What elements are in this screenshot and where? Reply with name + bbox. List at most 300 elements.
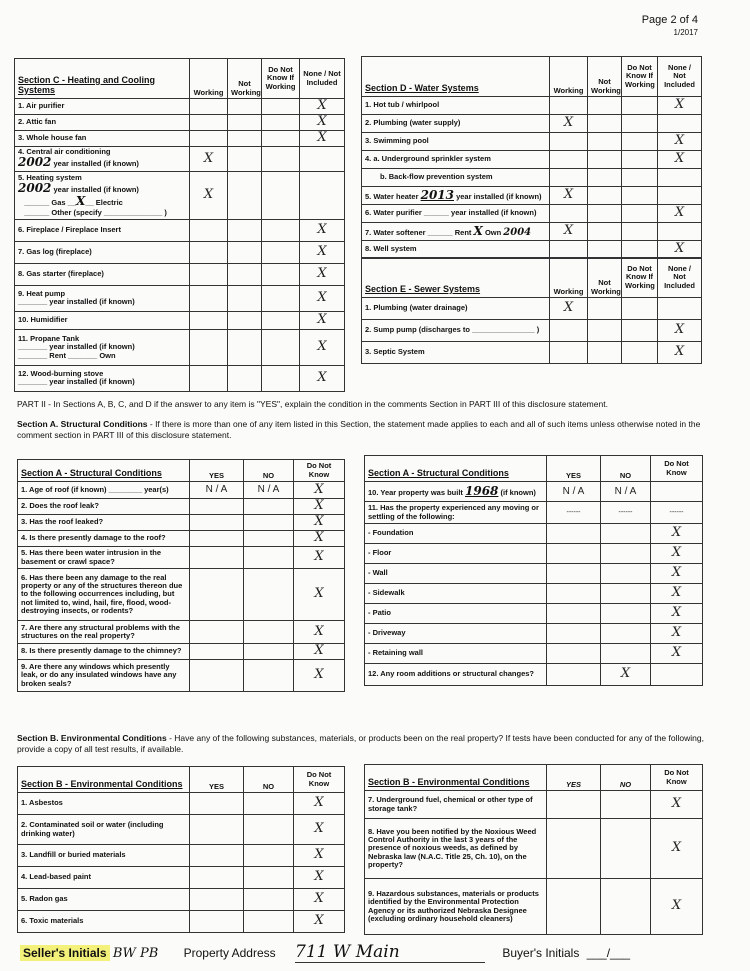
- mark-cell[interactable]: [262, 263, 300, 285]
- mark-cell[interactable]: [244, 889, 294, 911]
- mark-cell[interactable]: [601, 524, 651, 544]
- mark-cell[interactable]: [651, 482, 703, 502]
- table-row: [15, 365, 345, 391]
- mark-cell[interactable]: [622, 133, 658, 151]
- row-label: 10. Humidifier: [15, 311, 190, 329]
- col-do-not-know: Do Not Know If Working: [622, 57, 658, 97]
- mark-cell[interactable]: [190, 867, 244, 889]
- table-row: [15, 329, 345, 365]
- mark-cell[interactable]: X: [190, 147, 228, 172]
- mark-cell[interactable]: X: [300, 115, 345, 131]
- section-b-intro-text: - Have any of the following substances, materials, or products been on the real property? If tests have been conducted for any of the following, provide a copy of all test results, if available.: [17, 733, 704, 755]
- mark-cell[interactable]: [547, 584, 601, 604]
- col-yes: YES: [190, 460, 244, 482]
- mark-cell[interactable]: X: [658, 133, 702, 151]
- mark-cell[interactable]: X: [651, 604, 703, 624]
- table-row: [15, 263, 345, 285]
- mark-cell[interactable]: [262, 329, 300, 365]
- mark-cell[interactable]: [588, 298, 622, 320]
- mark-cell[interactable]: [190, 329, 228, 365]
- mark-cell[interactable]: [190, 499, 244, 515]
- mark-cell[interactable]: [244, 569, 294, 621]
- mark-cell[interactable]: [244, 531, 294, 547]
- mark-cell[interactable]: [190, 547, 244, 569]
- mark-cell[interactable]: N / A: [244, 482, 294, 499]
- mark-cell[interactable]: [601, 791, 651, 819]
- col-do-not-know: Do Not Know: [651, 765, 703, 791]
- buyers-initials-label: Buyer's Initials: [502, 946, 580, 960]
- table-row: [15, 219, 345, 241]
- form-revision: 1/2017: [673, 28, 698, 37]
- row-label: 6. Toxic materials: [18, 911, 190, 933]
- mark-cell[interactable]: X: [294, 911, 345, 933]
- mark-cell[interactable]: [622, 115, 658, 133]
- mark-cell[interactable]: [244, 815, 294, 845]
- mark-cell[interactable]: [588, 223, 622, 241]
- mark-cell[interactable]: X: [294, 867, 345, 889]
- mark-cell[interactable]: [588, 241, 622, 259]
- mark-cell[interactable]: [262, 115, 300, 131]
- mark-cell[interactable]: [190, 621, 244, 644]
- table-row: [18, 531, 345, 547]
- mark-cell[interactable]: X: [651, 584, 703, 604]
- mark-cell[interactable]: [658, 115, 702, 133]
- mark-cell[interactable]: [190, 889, 244, 911]
- mark-cell[interactable]: [622, 151, 658, 169]
- mark-cell[interactable]: [588, 97, 622, 115]
- mark-cell[interactable]: X: [294, 482, 345, 499]
- mark-cell[interactable]: X: [658, 342, 702, 364]
- page-header: [642, 14, 698, 37]
- mark-cell[interactable]: [547, 544, 601, 564]
- mark-cell[interactable]: X: [300, 99, 345, 115]
- part-2-instructions: PART II - In Sections A, B, C, and D if the answer to any item is "YES", explain the condition in the comments Section in PART III of this disclosure statement.: [17, 399, 608, 409]
- row-label: 12. Wood-burning stove _______ year installed (if known): [15, 365, 190, 391]
- col-do-not-know: Do Not Know If Working: [622, 258, 658, 298]
- row-label: - Driveway: [365, 624, 547, 644]
- mark-cell[interactable]: [588, 133, 622, 151]
- mark-cell[interactable]: [228, 365, 262, 391]
- mark-cell[interactable]: X: [658, 205, 702, 223]
- col-no: NO: [244, 767, 294, 793]
- table-row: [18, 660, 345, 692]
- mark-cell[interactable]: [190, 263, 228, 285]
- mark-cell[interactable]: [622, 97, 658, 115]
- mark-cell[interactable]: [262, 219, 300, 241]
- mark-cell[interactable]: [190, 815, 244, 845]
- row-label: 6. Fireplace / Fireplace Insert: [15, 219, 190, 241]
- row-label: 9. Hazardous substances, materials or products identified by the Environmental Protection Agency or its authorized Nebraska Designee (excluding ordinary household cleaners): [365, 879, 547, 935]
- mark-cell[interactable]: X: [294, 845, 345, 867]
- table-row: [365, 584, 703, 604]
- mark-cell[interactable]: [262, 311, 300, 329]
- mark-cell[interactable]: [244, 911, 294, 933]
- mark-cell[interactable]: [547, 644, 601, 664]
- mark-cell[interactable]: [547, 791, 601, 819]
- row-label: 5. Water heater 2013 year installed (if known): [362, 187, 550, 205]
- section-d-title: Section D - Water Systems: [362, 57, 550, 97]
- mark-cell[interactable]: ------: [601, 502, 651, 524]
- mark-cell[interactable]: X: [651, 879, 703, 935]
- col-do-not-know: Do Not Know: [294, 460, 345, 482]
- table-row: [18, 845, 345, 867]
- row-label: - Sidewalk: [365, 584, 547, 604]
- mark-cell[interactable]: [622, 298, 658, 320]
- table-row: [15, 241, 345, 263]
- mark-cell[interactable]: [588, 187, 622, 205]
- mark-cell[interactable]: [550, 169, 588, 187]
- mark-cell[interactable]: X: [294, 569, 345, 621]
- mark-cell[interactable]: X: [294, 793, 345, 815]
- row-label: 4. Central air conditioning 2002 year installed (if known): [15, 147, 190, 172]
- mark-cell[interactable]: [190, 515, 244, 531]
- mark-cell[interactable]: X: [550, 298, 588, 320]
- mark-cell[interactable]: [550, 151, 588, 169]
- mark-cell[interactable]: [300, 147, 345, 172]
- section-b-intro-title: Section B. Environmental Conditions: [17, 733, 167, 743]
- mark-cell[interactable]: X: [300, 329, 345, 365]
- mark-cell[interactable]: [228, 241, 262, 263]
- mark-cell[interactable]: [244, 660, 294, 692]
- mark-cell[interactable]: X: [190, 171, 228, 219]
- mark-cell[interactable]: [601, 564, 651, 584]
- row-label: 2. Sump pump (discharges to _______________ ): [362, 320, 550, 342]
- table-row: [18, 644, 345, 660]
- mark-cell[interactable]: [190, 365, 228, 391]
- mark-cell[interactable]: X: [294, 815, 345, 845]
- mark-cell[interactable]: [588, 342, 622, 364]
- row-label: 8. Well system: [362, 241, 550, 259]
- sellers-initials-label: Seller's Initials: [20, 945, 110, 961]
- mark-cell[interactable]: X: [651, 544, 703, 564]
- mark-cell[interactable]: [190, 241, 228, 263]
- mark-cell[interactable]: X: [651, 564, 703, 584]
- mark-cell[interactable]: X: [601, 664, 651, 686]
- row-label: 2. Does the roof leak?: [18, 499, 190, 515]
- row-label: 4. Lead-based paint: [18, 867, 190, 889]
- mark-cell[interactable]: [547, 564, 601, 584]
- table-row: [362, 205, 702, 223]
- row-label: 9. Are there any windows which presently leak, or do any insulated windows have any broken seals?: [18, 660, 190, 692]
- section-c-table: [14, 58, 345, 392]
- row-label: 3. Whole house fan: [15, 131, 190, 147]
- mark-cell[interactable]: [658, 187, 702, 205]
- mark-cell[interactable]: [550, 97, 588, 115]
- mark-cell[interactable]: [601, 879, 651, 935]
- section-e-title: Section E - Sewer Systems: [362, 258, 550, 298]
- col-not-working: Not Working: [228, 59, 262, 99]
- mark-cell[interactable]: [658, 298, 702, 320]
- mark-cell[interactable]: [190, 644, 244, 660]
- col-no: NO: [601, 456, 651, 482]
- col-working: Working: [550, 258, 588, 298]
- section-a-left-table: [17, 459, 345, 692]
- mark-cell[interactable]: [547, 524, 601, 544]
- mark-cell[interactable]: [262, 147, 300, 172]
- mark-cell[interactable]: [228, 329, 262, 365]
- mark-cell[interactable]: [228, 219, 262, 241]
- table-row: [365, 664, 703, 686]
- section-a-title: Section A - Structural Conditions: [18, 460, 190, 482]
- mark-cell[interactable]: [190, 131, 228, 147]
- mark-cell[interactable]: X: [300, 219, 345, 241]
- row-label: 3. Has the roof leaked?: [18, 515, 190, 531]
- mark-cell[interactable]: [262, 285, 300, 311]
- mark-cell[interactable]: N / A: [547, 482, 601, 502]
- mark-cell[interactable]: [244, 845, 294, 867]
- mark-cell[interactable]: X: [300, 241, 345, 263]
- mark-cell[interactable]: X: [658, 151, 702, 169]
- mark-cell[interactable]: [547, 819, 601, 879]
- row-label: 9. Heat pump _______ year installed (if known): [15, 285, 190, 311]
- section-b-left-table: [17, 766, 345, 933]
- mark-cell[interactable]: X: [300, 285, 345, 311]
- table-row: [365, 564, 703, 584]
- handwritten-value[interactable]: 2002: [18, 155, 52, 170]
- row-label: 2. Attic fan: [15, 115, 190, 131]
- mark-cell[interactable]: X: [658, 241, 702, 259]
- mark-cell[interactable]: X: [294, 515, 345, 531]
- mark-cell[interactable]: [622, 241, 658, 259]
- mark-cell[interactable]: [547, 879, 601, 935]
- mark-cell[interactable]: [588, 115, 622, 133]
- mark-cell[interactable]: X: [651, 624, 703, 644]
- mark-cell[interactable]: X: [651, 644, 703, 664]
- table-row: [15, 99, 345, 115]
- mark-cell[interactable]: [262, 365, 300, 391]
- table-row: [18, 569, 345, 621]
- mark-cell[interactable]: X: [300, 365, 345, 391]
- mark-cell[interactable]: [622, 223, 658, 241]
- table-row: [15, 285, 345, 311]
- mark-cell[interactable]: [262, 171, 300, 219]
- mark-cell[interactable]: [228, 285, 262, 311]
- mark-cell[interactable]: X: [658, 320, 702, 342]
- handwritten-value[interactable]: 1968: [465, 483, 499, 498]
- mark-cell[interactable]: [244, 644, 294, 660]
- row-label: - Wall: [365, 564, 547, 584]
- table-row: [15, 147, 345, 172]
- table-row: [15, 171, 345, 219]
- section-b-intro: [17, 733, 717, 755]
- mark-cell[interactable]: X: [651, 819, 703, 879]
- mark-cell[interactable]: [262, 241, 300, 263]
- mark-cell[interactable]: [244, 547, 294, 569]
- table-row: [365, 879, 703, 935]
- row-label: 7. Water softener ______ Rent X Own 2004: [362, 223, 550, 241]
- mark-cell[interactable]: ------: [651, 502, 703, 524]
- table-row: [18, 867, 345, 889]
- mark-cell[interactable]: X: [550, 115, 588, 133]
- mark-cell[interactable]: X: [294, 531, 345, 547]
- mark-cell[interactable]: [190, 531, 244, 547]
- mark-cell[interactable]: [228, 131, 262, 147]
- mark-cell[interactable]: N / A: [601, 482, 651, 502]
- mark-cell[interactable]: [244, 867, 294, 889]
- row-label: b. Back-flow prevention system: [362, 169, 550, 187]
- table-row: [362, 187, 702, 205]
- mark-cell[interactable]: [601, 544, 651, 564]
- mark-cell[interactable]: [190, 660, 244, 692]
- row-label: 1. Asbestos: [18, 793, 190, 815]
- handwritten-value[interactable]: 2004: [503, 226, 532, 238]
- table-row: [18, 815, 345, 845]
- section-a-right-table: [364, 455, 703, 686]
- page-number: Page 2 of 4: [641, 14, 698, 26]
- mark-cell[interactable]: [588, 205, 622, 223]
- row-label: 3. Septic System: [362, 342, 550, 364]
- mark-cell[interactable]: [190, 569, 244, 621]
- mark-cell[interactable]: X: [550, 223, 588, 241]
- row-label: 4. Is there presently damage to the roof?: [18, 531, 190, 547]
- section-b-title: Section B - Environmental Conditions: [18, 767, 190, 793]
- mark-cell[interactable]: [262, 131, 300, 147]
- mark-cell[interactable]: [601, 604, 651, 624]
- mark-cell[interactable]: [601, 584, 651, 604]
- mark-cell[interactable]: [244, 499, 294, 515]
- row-label: 8. Gas starter (fireplace): [15, 263, 190, 285]
- row-label: 1. Plumbing (water drainage): [362, 298, 550, 320]
- mark-cell[interactable]: [547, 604, 601, 624]
- col-yes: YES: [547, 765, 601, 791]
- table-row: [362, 151, 702, 169]
- mark-cell[interactable]: [244, 515, 294, 531]
- table-row: [15, 311, 345, 329]
- mark-cell[interactable]: [190, 99, 228, 115]
- mark-cell[interactable]: X: [658, 97, 702, 115]
- mark-cell[interactable]: [601, 819, 651, 879]
- mark-cell[interactable]: X: [294, 621, 345, 644]
- mark-cell[interactable]: X: [651, 524, 703, 544]
- row-label: 7. Gas log (fireplace): [15, 241, 190, 263]
- row-label: 5. Has there been water intrusion in the basement or crawl space?: [18, 547, 190, 569]
- mark-cell[interactable]: X: [550, 187, 588, 205]
- section-a-intro-text: - If there is more than one of any item listed in this Section, the statement made applies to each and all of such items unless otherwise noted in the comment section in PART III of this disclosure statement.: [17, 419, 701, 441]
- mark-cell[interactable]: X: [294, 499, 345, 515]
- mark-cell[interactable]: [547, 664, 601, 686]
- mark-cell[interactable]: ------: [547, 502, 601, 524]
- mark-cell[interactable]: X: [294, 644, 345, 660]
- row-label: - Foundation: [365, 524, 547, 544]
- mark-cell[interactable]: [244, 793, 294, 815]
- mark-cell[interactable]: X: [300, 131, 345, 147]
- row-label: 8. Is there presently damage to the chimney?: [18, 644, 190, 660]
- row-label: 11. Has the property experienced any moving or settling of the following:: [365, 502, 547, 524]
- property-address-value[interactable]: 711 W Main: [295, 942, 485, 963]
- col-no: NO: [244, 460, 294, 482]
- col-not-working: Not Working: [588, 258, 622, 298]
- sellers-initials-value[interactable]: BW PB: [112, 946, 159, 961]
- mark-cell[interactable]: X: [294, 889, 345, 911]
- mark-cell[interactable]: [622, 187, 658, 205]
- row-label: 5. Radon gas: [18, 889, 190, 911]
- table-row: [365, 819, 703, 879]
- mark-cell[interactable]: [588, 169, 622, 187]
- section-b-right-table: [364, 764, 703, 935]
- mark-cell[interactable]: [601, 644, 651, 664]
- col-do-not-know: Do Not Know: [294, 767, 345, 793]
- row-label: 3. Landfill or buried materials: [18, 845, 190, 867]
- mark-cell[interactable]: [190, 911, 244, 933]
- row-label: 12. Any room additions or structural changes?: [365, 664, 547, 686]
- col-yes: YES: [547, 456, 601, 482]
- mark-cell[interactable]: X: [300, 263, 345, 285]
- table-row: [18, 482, 345, 499]
- mark-cell[interactable]: [547, 624, 601, 644]
- row-label: - Retaining wall: [365, 644, 547, 664]
- mark-cell[interactable]: [622, 205, 658, 223]
- mark-cell[interactable]: [658, 169, 702, 187]
- mark-cell[interactable]: [622, 320, 658, 342]
- row-label: 11. Propane Tank _______ year installed (if known) _______ Rent _______ Own: [15, 329, 190, 365]
- table-row: [365, 482, 703, 502]
- mark-cell[interactable]: [228, 99, 262, 115]
- row-label: 7. Are there any structural problems with the structures on the real property?: [18, 621, 190, 644]
- mark-cell[interactable]: X: [651, 791, 703, 819]
- mark-cell[interactable]: [190, 115, 228, 131]
- mark-cell[interactable]: [601, 624, 651, 644]
- handwritten-value[interactable]: 2013: [420, 187, 454, 202]
- mark-cell[interactable]: [228, 171, 262, 219]
- col-none: None / Not Included: [658, 57, 702, 97]
- mark-cell[interactable]: [190, 793, 244, 815]
- mark-cell[interactable]: [228, 311, 262, 329]
- handwritten-value[interactable]: X: [473, 223, 483, 238]
- mark-cell[interactable]: [300, 171, 345, 219]
- table-row: [15, 131, 345, 147]
- mark-cell[interactable]: [228, 263, 262, 285]
- mark-cell[interactable]: [651, 664, 703, 686]
- mark-cell[interactable]: X: [294, 547, 345, 569]
- row-label: 8. Have you been notified by the Noxious Weed Control Authority in the last 3 years of the presence of noxious weeds, as defined by Nebraska law (N.A.C. Title 25, Ch. 10), on the property?: [365, 819, 547, 879]
- table-row: [362, 169, 702, 187]
- mark-cell[interactable]: [190, 285, 228, 311]
- handwritten-value[interactable]: 2002: [18, 180, 52, 195]
- mark-cell[interactable]: N / A: [190, 482, 244, 499]
- mark-cell[interactable]: [588, 151, 622, 169]
- mark-cell[interactable]: [262, 99, 300, 115]
- mark-cell[interactable]: [550, 205, 588, 223]
- section-c-title: Section C - Heating and Cooling Systems: [15, 59, 190, 99]
- mark-cell[interactable]: [550, 133, 588, 151]
- mark-cell[interactable]: [622, 342, 658, 364]
- mark-cell[interactable]: [550, 342, 588, 364]
- buyers-initials-value[interactable]: ___/___: [586, 946, 631, 960]
- mark-cell[interactable]: [588, 320, 622, 342]
- mark-cell[interactable]: [244, 621, 294, 644]
- section-a-intro: [17, 419, 717, 441]
- mark-cell[interactable]: [190, 845, 244, 867]
- col-none: None / Not Included: [300, 59, 345, 99]
- mark-cell[interactable]: [550, 241, 588, 259]
- table-row: [362, 115, 702, 133]
- mark-cell[interactable]: [622, 169, 658, 187]
- row-label: 7. Underground fuel, chemical or other type of storage tank?: [365, 791, 547, 819]
- mark-cell[interactable]: [228, 147, 262, 172]
- table-row: [362, 320, 702, 342]
- col-do-not-know: Do Not Know: [651, 456, 703, 482]
- mark-cell[interactable]: X: [300, 311, 345, 329]
- row-label: 5. Heating system 2002 year installed (if known) ______ Gas __X__ Electric ______ Other (specify ______________ ): [15, 171, 190, 219]
- mark-cell[interactable]: [190, 219, 228, 241]
- mark-cell[interactable]: [190, 311, 228, 329]
- mark-cell[interactable]: [550, 320, 588, 342]
- section-a-intro-title: Section A. Structural Conditions: [17, 419, 148, 429]
- mark-cell[interactable]: X: [294, 660, 345, 692]
- table-row: [15, 115, 345, 131]
- mark-cell[interactable]: [658, 223, 702, 241]
- mark-cell[interactable]: [228, 115, 262, 131]
